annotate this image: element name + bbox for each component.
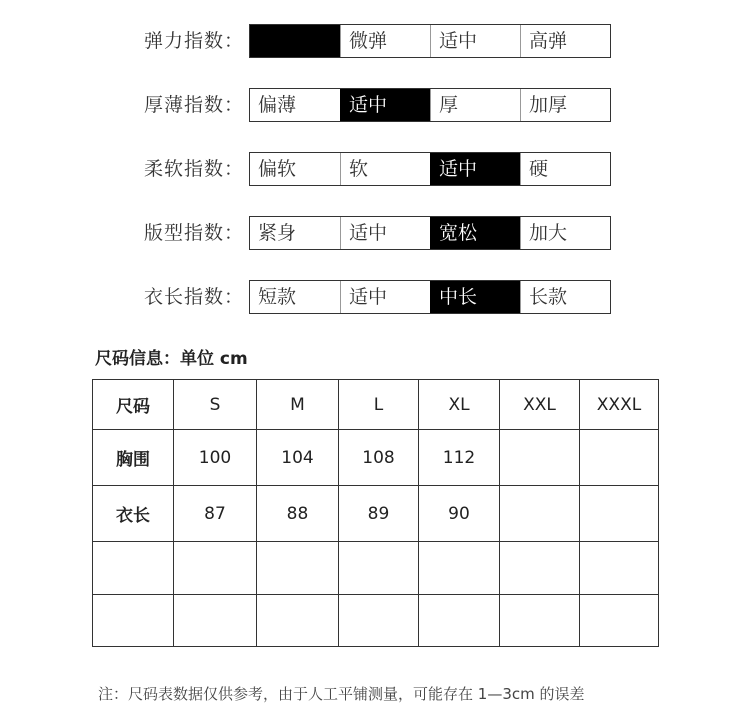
length-index-row <box>0 280 750 314</box>
index-option: 厚 <box>430 89 520 121</box>
table-header-cell: XXXL <box>580 380 659 430</box>
index-option: 适中 <box>430 153 520 185</box>
index-option: 短款 <box>258 286 297 308</box>
index-option: 适中 <box>340 281 430 313</box>
table-cell <box>419 595 500 647</box>
index-scale <box>249 152 611 186</box>
index-label: 弹力指数： <box>143 30 244 52</box>
table-cell <box>500 542 580 595</box>
table-cell <box>580 542 659 595</box>
index-label: 厚薄指数： <box>143 94 244 116</box>
table-cell <box>580 595 659 647</box>
table-cell: 104 <box>257 430 339 486</box>
index-scale <box>249 280 611 314</box>
index-option: 适中 <box>340 217 430 249</box>
table-header-cell: 尺码 <box>93 380 174 430</box>
table-cell <box>93 595 174 647</box>
index-option: 高弹 <box>520 25 610 57</box>
table-cell: 112 <box>419 430 500 486</box>
table-cell <box>500 430 580 486</box>
size-info-heading: 尺码信息：单位 cm <box>95 349 248 369</box>
table-cell: 90 <box>419 486 500 542</box>
elasticity-index-row <box>0 24 750 58</box>
index-option: 偏软 <box>258 158 297 180</box>
fit-index-row <box>0 216 750 250</box>
table-cell <box>174 595 257 647</box>
index-label: 版型指数： <box>143 222 244 244</box>
table-cell: 108 <box>339 430 419 486</box>
table-cell <box>580 430 659 486</box>
index-option: 长款 <box>520 281 610 313</box>
footnote: 注：尺码表数据仅供参考，由于人工平铺测量，可能存在 1—3cm 的误差 <box>98 685 585 703</box>
index-option: 偏薄 <box>258 94 297 116</box>
index-option: 加大 <box>520 217 610 249</box>
table-cell: 100 <box>174 430 257 486</box>
table-row <box>93 542 659 595</box>
table-header-cell: M <box>257 380 339 430</box>
index-option: 适中 <box>340 89 430 121</box>
table-row <box>93 595 659 647</box>
table-cell <box>339 542 419 595</box>
index-option: 宽松 <box>430 217 520 249</box>
size-table <box>92 379 659 647</box>
table-row-label: 衣长 <box>93 486 174 542</box>
index-label: 衣长指数： <box>143 286 244 308</box>
table-cell <box>93 542 174 595</box>
table-header-cell: XXL <box>500 380 580 430</box>
table-cell <box>257 595 339 647</box>
index-option: 硬 <box>520 153 610 185</box>
index-option: 紧身 <box>258 222 297 244</box>
table-cell <box>580 486 659 542</box>
index-option: 微弹 <box>340 25 430 57</box>
table-cell <box>257 542 339 595</box>
index-option: 中长 <box>430 281 520 313</box>
index-option: 适中 <box>430 25 520 57</box>
index-scale <box>249 24 611 58</box>
index-scale <box>249 216 611 250</box>
table-header-cell: S <box>174 380 257 430</box>
index-option: 软 <box>340 153 430 185</box>
table-cell: 89 <box>339 486 419 542</box>
table-cell <box>174 542 257 595</box>
table-cell: 87 <box>174 486 257 542</box>
table-header-row <box>93 380 659 430</box>
table-cell <box>419 542 500 595</box>
index-scale <box>249 88 611 122</box>
table-row-label: 胸围 <box>93 430 174 486</box>
table-cell <box>500 486 580 542</box>
softness-index-row <box>0 152 750 186</box>
table-cell: 88 <box>257 486 339 542</box>
index-label: 柔软指数： <box>143 158 244 180</box>
table-row <box>93 430 659 486</box>
table-header-cell: XL <box>419 380 500 430</box>
table-row <box>93 486 659 542</box>
index-option <box>250 25 340 57</box>
index-option: 加厚 <box>520 89 610 121</box>
table-cell <box>500 595 580 647</box>
table-header-cell: L <box>339 380 419 430</box>
table-cell <box>339 595 419 647</box>
thickness-index-row <box>0 88 750 122</box>
